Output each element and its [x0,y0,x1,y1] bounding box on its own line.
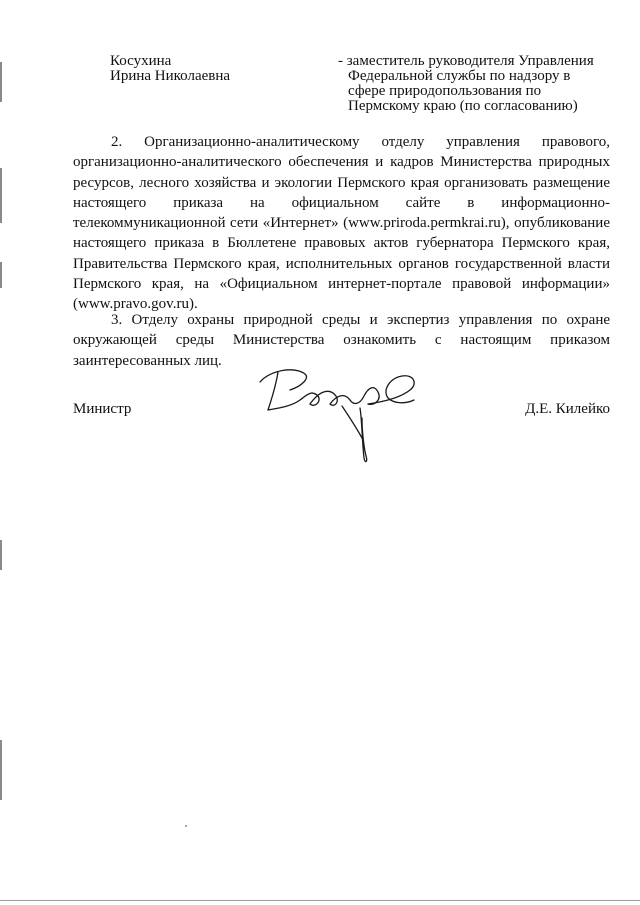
member-surname: Косухина [110,53,172,69]
member-name [110,54,330,84]
member-role [338,54,638,114]
scan-edge-mark [0,540,2,570]
member-role-line: Федеральной службы по надзору в [348,68,571,84]
member-role-line: Пермскому краю (по согласованию) [348,98,578,114]
member-given-names: Ирина Николаевна [110,68,231,84]
paragraph-3: 3. Отделу охраны природной среды и экспертиз управления по охране окружающей среды Министерства ознакомить с настоящим приказом заинтересованных лиц. [73,312,610,369]
signatory-name: Д.Е. Килейко [525,401,610,417]
scan-edge-mark [0,62,2,102]
scan-edge-mark [0,740,2,800]
member-role-line: - заместитель руководителя Управления [338,53,594,69]
scan-speck [185,825,187,827]
scan-edge-mark [0,168,2,223]
member-role-line: сфере природопользования по [348,83,542,99]
handwritten-signature [250,360,425,466]
scan-edge-mark [0,262,2,288]
signatory-title: Министр [73,401,132,417]
scan-bottom-edge [0,900,640,901]
paragraph-2: 2. Организационно-аналитическому отделу управления правового, организационно-аналитического обеспечения и кадров Министерства природных ресурсов, лесного хозяйства и экологии Пермского края организовать размещение настоящего приказа на официальном сайте в информационно-телекоммуникационной сети «Интернет» (www.priroda.permkrai.ru), опубликование настоящего приказа в Бюллетене правовых актов губернатора Пермского края, Правительства Пермского края, исполнительных органов государственной власти Пермского края, на «Официальном интернет-портале правовой информации» (www.pravo.gov.ru). [73,134,610,313]
